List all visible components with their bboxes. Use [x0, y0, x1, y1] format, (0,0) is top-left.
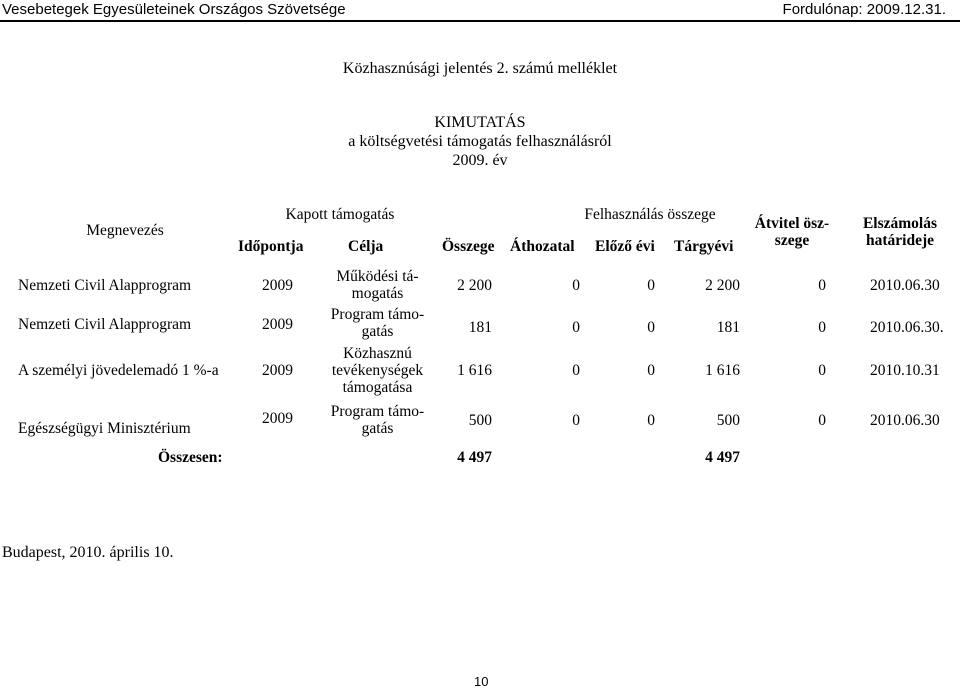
col-header-time: Időpontja: [238, 238, 304, 255]
col-header-current-year: Tárgyévi: [674, 238, 734, 255]
row-name: Nemzeti Civil Alapprogram: [18, 277, 192, 294]
row-name: Nemzeti Civil Alapprogram: [18, 316, 192, 333]
row-deadline: 2010.06.30: [870, 412, 940, 429]
place-date: Budapest, 2010. április 10.: [2, 544, 174, 561]
row-carry-in: 0: [572, 412, 580, 429]
row-purpose: Program támo-gatás: [330, 306, 425, 340]
doc-title: KIMUTATÁS: [434, 114, 526, 131]
row-transfer: 0: [818, 277, 826, 294]
row-transfer: 0: [818, 362, 826, 379]
row-transfer: 0: [818, 412, 826, 429]
row-previous: 0: [647, 319, 655, 336]
row-name: A személyi jövedelemadó 1 %-a: [18, 362, 219, 379]
row-carry-in: 0: [572, 362, 580, 379]
doc-subtitle: a költségvetési támogatás felhasználásról: [348, 133, 612, 150]
row-purpose: Közhasznú tevékenységek támogatása: [331, 345, 424, 396]
organization-name: Vesebetegek Egyesületeinek Országos Szövetsége: [2, 1, 346, 18]
row-year: 2009: [262, 277, 293, 294]
col-header-transfer: Átvitel ösz-szege: [754, 215, 830, 249]
total-label: Összesen:: [158, 449, 223, 466]
header-divider: [0, 20, 960, 22]
row-deadline: 2010.06.30.: [870, 319, 944, 336]
total-amount: 4 497: [457, 449, 492, 466]
row-current: 181: [716, 319, 740, 336]
col-header-previous-year: Előző évi: [595, 238, 655, 255]
attachment-label: Közhasznúsági jelentés 2. számú melléklet: [342, 60, 618, 77]
reporting-date: Fordulónap: 2009.12.31.: [782, 1, 946, 18]
col-header-purpose: Célja: [348, 238, 384, 255]
row-amount: 500: [468, 412, 492, 429]
row-purpose: Program támo-gatás: [330, 403, 425, 437]
row-amount: 181: [468, 319, 492, 336]
row-previous: 0: [647, 277, 655, 294]
row-amount: 1 616: [457, 362, 492, 379]
col-group-usage: Felhasználás összege: [584, 206, 716, 223]
row-amount: 2 200: [457, 277, 492, 294]
row-transfer: 0: [818, 319, 826, 336]
row-carry-in: 0: [572, 277, 580, 294]
row-year: 2009: [262, 362, 293, 379]
page-number: 10: [474, 674, 489, 689]
row-year: 2009: [262, 316, 293, 333]
col-header-deadline: Elszámolás határideje: [862, 215, 938, 249]
col-header-name: Megnevezés: [86, 222, 164, 239]
col-header-amount: Összege: [442, 238, 495, 255]
row-name: Egészségügyi Minisztérium: [18, 420, 191, 437]
row-current: 1 616: [705, 362, 740, 379]
row-deadline: 2010.10.31: [870, 362, 940, 379]
row-previous: 0: [647, 362, 655, 379]
col-group-received: Kapott támogatás: [285, 206, 395, 223]
col-header-carry-in: Áthozatal: [510, 238, 575, 255]
row-carry-in: 0: [572, 319, 580, 336]
row-current: 2 200: [705, 277, 740, 294]
doc-year: 2009. év: [452, 152, 508, 169]
row-previous: 0: [647, 412, 655, 429]
total-current: 4 497: [705, 449, 740, 466]
row-deadline: 2010.06.30: [870, 277, 940, 294]
row-year: 2009: [262, 410, 293, 427]
row-purpose: Működési tá-mogatás: [336, 268, 419, 302]
row-current: 500: [716, 412, 740, 429]
